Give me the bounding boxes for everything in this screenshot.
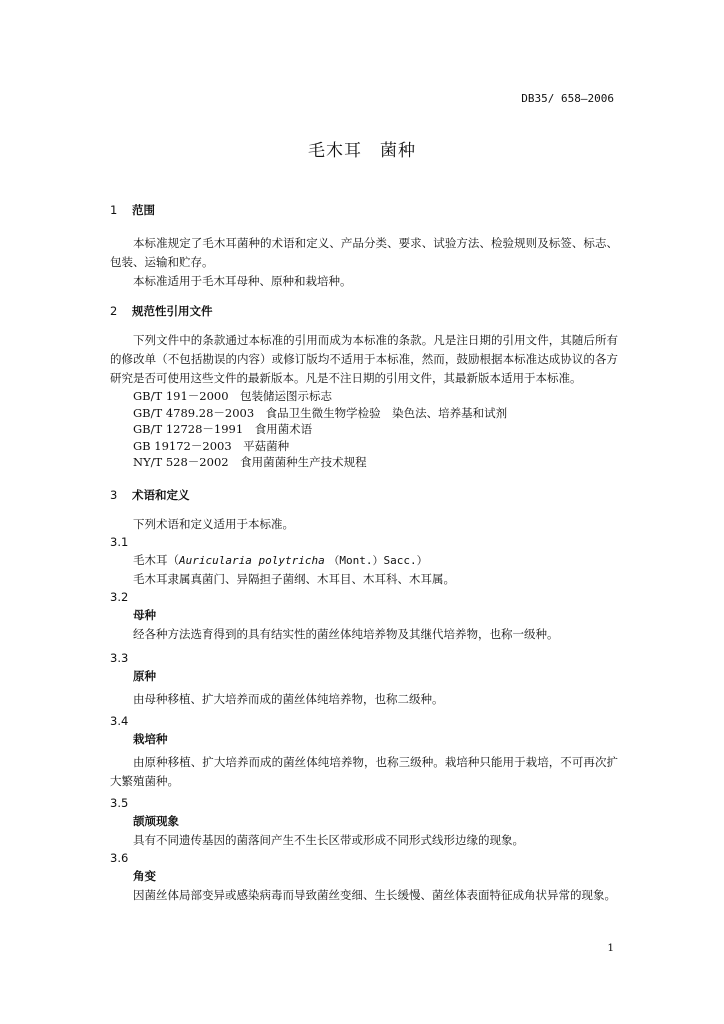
term-number: 3.1 [110, 534, 129, 549]
section-number: 3 [110, 487, 118, 502]
term-number: 3.4 [110, 713, 129, 728]
document-title: 毛木耳 菌种 [308, 141, 416, 161]
term-number: 3.6 [110, 850, 129, 865]
term-number: 3.5 [110, 795, 129, 810]
term-name: 栽培种 [133, 731, 168, 746]
standard-number: DB35/ 658—2006 [521, 92, 614, 105]
section-number: 2 [110, 304, 118, 318]
term-definition: 经各种方法选育得到的具有结实性的菌丝体纯培养物及其继代培养物，也称一级种。 [133, 626, 559, 641]
document-body [110, 200, 618, 905]
term-name: 母种 [133, 607, 156, 622]
section-heading-normative-references [110, 301, 618, 321]
section-title: 规范性引用文件 [132, 304, 213, 318]
term-latin-name: Auricularia polytricha [179, 553, 325, 567]
term-author: （Mont.）Sacc.） [328, 553, 428, 567]
term-number: 3.2 [110, 589, 129, 604]
section-heading-scope [110, 200, 618, 220]
term-name: 角变 [133, 868, 156, 883]
term-name: 颉颃现象 [133, 813, 179, 828]
term-name-cn: 毛木耳 [133, 552, 168, 567]
section-title: 术语和定义 [132, 487, 190, 502]
section-title: 范围 [132, 203, 155, 217]
term-definition: 由原种移植、扩大培养而成的菌丝体纯培养物，也称三级种。栽培种只能用于栽培，不可再次扩大繁殖菌种。 [110, 754, 618, 788]
term-definition: 毛木耳隶属真菌门、异隔担子菌纲、木耳目、木耳科、木耳属。 [133, 571, 455, 586]
reference-item: GB/T 191－2000 包装储运图示标志 [133, 389, 333, 403]
scope-paragraph: 本标准规定了毛木耳菌种的术语和定义、产品分类、要求、试验方法、检验规则及标签、标志、包装、运输和贮存。 [110, 236, 618, 269]
term-name: 原种 [133, 668, 156, 683]
references-intro: 下列文件中的条款通过本标准的引用而成为本标准的条款。凡是注日期的引用文件，其随后所有的修改单（不包括勘误的内容）或修订版均不适用于本标准，然而，鼓励根据本标准达成协议的各方研究是否可使用这些文件的最新版本。凡是不注日期的引用文件，其最新版本适用于本标准。 [110, 333, 618, 385]
reference-item: GB/T 4789.28－2003 食品卫生微生物学检验 染色法、培养基和试剂 [133, 405, 508, 420]
reference-item: GB/T 12728－1991 食用菌术语 [133, 422, 313, 436]
page-number: 1 [607, 942, 614, 954]
term-number: 3.3 [110, 650, 129, 665]
reference-item: NY/T 528－2002 食用菌菌种生产技术规程 [133, 455, 367, 469]
term-definition: 具有不同遗传基因的菌落间产生不生长区带或形成不同形式线形边缘的现象。 [133, 832, 524, 847]
reference-item: GB 19172－2003 平菇菌种 [133, 438, 290, 453]
section-number: 1 [110, 203, 118, 217]
term-definition: 因菌丝体局部变异或感染病毒而导致菌丝变细、生长缓慢、菌丝体表面特征成角状异常的现象。 [133, 887, 616, 902]
section-heading-terms [110, 485, 618, 505]
term-definition: 由母种移植、扩大培养而成的菌丝体纯培养物，也称二级种。 [133, 691, 444, 706]
terms-intro: 下列术语和定义适用于本标准。 [133, 516, 294, 531]
term-name: 毛木耳（Auricularia polytricha （Mont.）Sacc.） [133, 552, 428, 567]
scope-applicability: 本标准适用于毛木耳母种、原种和栽培种。 [133, 274, 352, 288]
